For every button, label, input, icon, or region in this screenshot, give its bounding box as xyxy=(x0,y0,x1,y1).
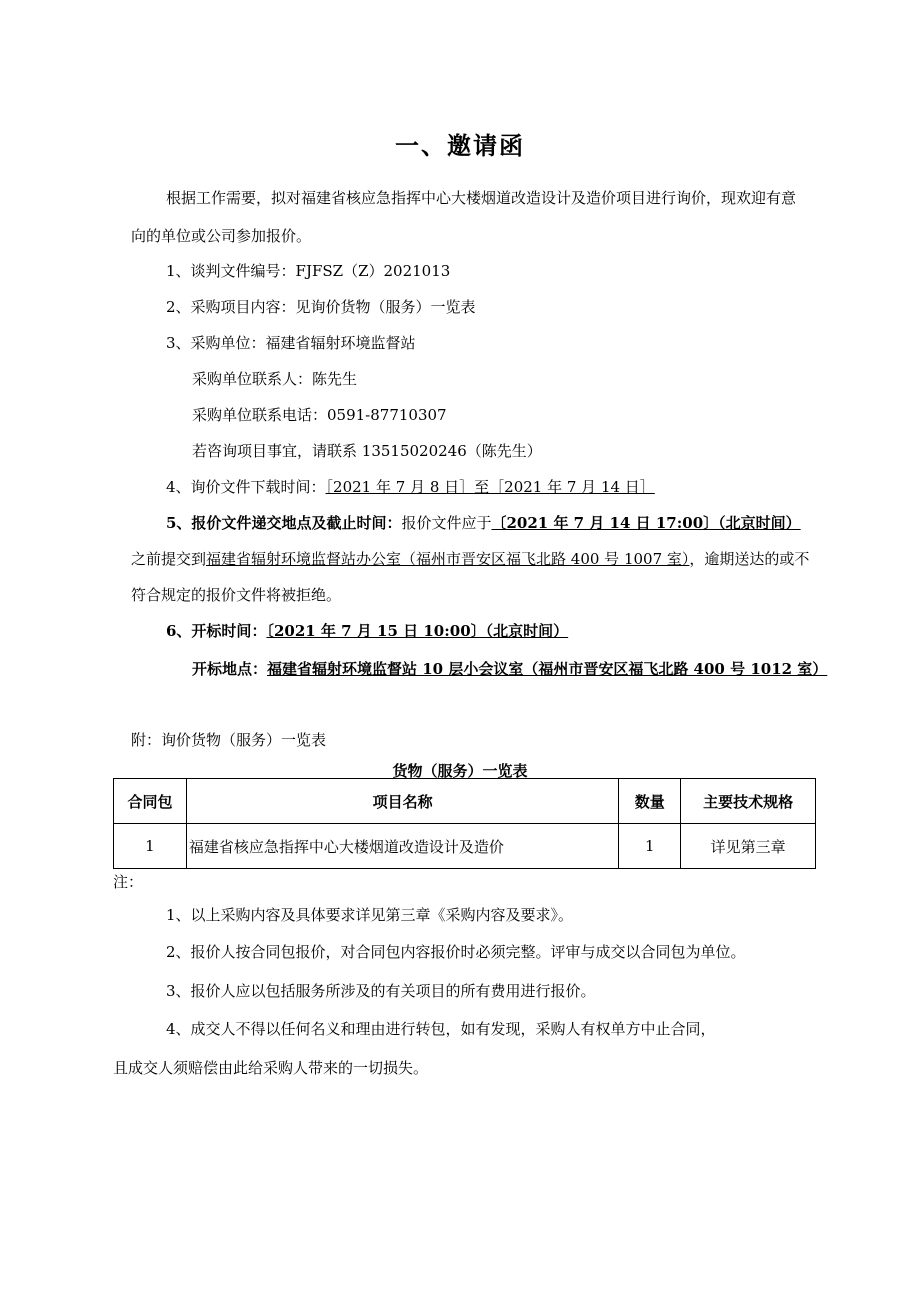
submit-label: 5、报价文件递交地点及截止时间： xyxy=(166,514,402,532)
cell-project-name: 福建省核应急指挥中心大楼烟道改造设计及造价 xyxy=(186,824,618,869)
notes-label: 注： xyxy=(113,873,144,891)
opening-place-line xyxy=(192,659,827,679)
intro-line-1: 根据工作需要，拟对福建省核应急指挥中心大楼烟道改造设计及造价项目进行询价，现欢迎有意 xyxy=(166,189,797,207)
note-4: 4、成交人不得以任何名义和理由进行转包，如有发现，采购人有权单方中止合同， xyxy=(166,1020,716,1038)
cell-quantity: 1 xyxy=(619,824,681,869)
header-project-name: 项目名称 xyxy=(186,779,618,824)
note-2: 2、报价人按合同包报价，对合同包内容报价时必须完整。评审与成交以合同包为单位。 xyxy=(166,943,746,961)
opening-time: 〔2021 年 7 月 15 日 10:00〕（北京时间） xyxy=(266,622,569,640)
submit-line-3: 符合规定的报价文件将被拒绝。 xyxy=(131,586,342,604)
cell-package: 1 xyxy=(114,824,187,869)
attachment-note: 附：询价货物（服务）一览表 xyxy=(131,731,327,749)
header-spec: 主要技术规格 xyxy=(681,779,816,824)
table-header-row xyxy=(114,779,816,824)
cell-spec: 详见第三章 xyxy=(681,824,816,869)
download-time: ［2021 年 7 月 8 日］至［2021 年 7 月 14 日］ xyxy=(325,478,655,496)
note-1: 1、以上采购内容及具体要求详见第三章《采购内容及要求》。 xyxy=(166,906,574,924)
table-row xyxy=(114,824,816,869)
procurement-unit: 3、采购单位：福建省辐射环境监督站 xyxy=(166,334,416,352)
submit-text-1: 报价文件应于 xyxy=(401,514,492,532)
opening-label: 6、开标时间： xyxy=(166,622,267,640)
contact-person: 采购单位联系人：陈先生 xyxy=(192,370,358,388)
opening-place-label: 开标地点： xyxy=(192,660,268,678)
page-title: 一、邀请函 xyxy=(395,131,525,160)
note-5: 且成交人须赔偿由此给采购人带来的一切损失。 xyxy=(113,1059,429,1077)
header-package: 合同包 xyxy=(114,779,187,824)
note-3: 3、报价人应以包括服务所涉及的有关项目的所有费用进行报价。 xyxy=(166,982,596,1000)
contact-phone: 采购单位联系电话：0591-87710307 xyxy=(192,406,447,424)
submit-line xyxy=(166,513,801,533)
header-quantity: 数量 xyxy=(619,779,681,824)
opening-place: 福建省辐射环境监督站 10 层小会议室（福州市晋安区福飞北路 400 号 1012 室） xyxy=(267,660,828,678)
goods-table xyxy=(113,778,816,869)
submit-text-2: 之前提交到 xyxy=(131,550,207,568)
submit-deadline: 〔2021 年 7 月 14 日 17:00〕（北京时间） xyxy=(491,514,801,532)
doc-number: 1、谈判文件编号：FJFSZ（Z）2021013 xyxy=(166,262,451,280)
download-label: 4、询价文件下载时间： xyxy=(166,478,326,496)
intro-line-2: 向的单位或公司参加报价。 xyxy=(131,227,312,245)
submit-text-3: ，逾期送达的或不 xyxy=(689,550,810,568)
submit-place: 福建省辐射环境监督站办公室（福州市晋安区福飞北路 400 号 1007 室） xyxy=(206,550,690,568)
consult-info: 若咨询项目事宜，请联系 13515020246（陈先生） xyxy=(192,442,542,460)
download-time-line xyxy=(166,477,655,497)
procurement-content: 2、采购项目内容：见询价货物（服务）一览表 xyxy=(166,298,476,316)
table-caption: 货物（服务）一览表 xyxy=(392,762,528,780)
submit-line-2 xyxy=(131,549,809,569)
opening-line xyxy=(166,621,568,641)
